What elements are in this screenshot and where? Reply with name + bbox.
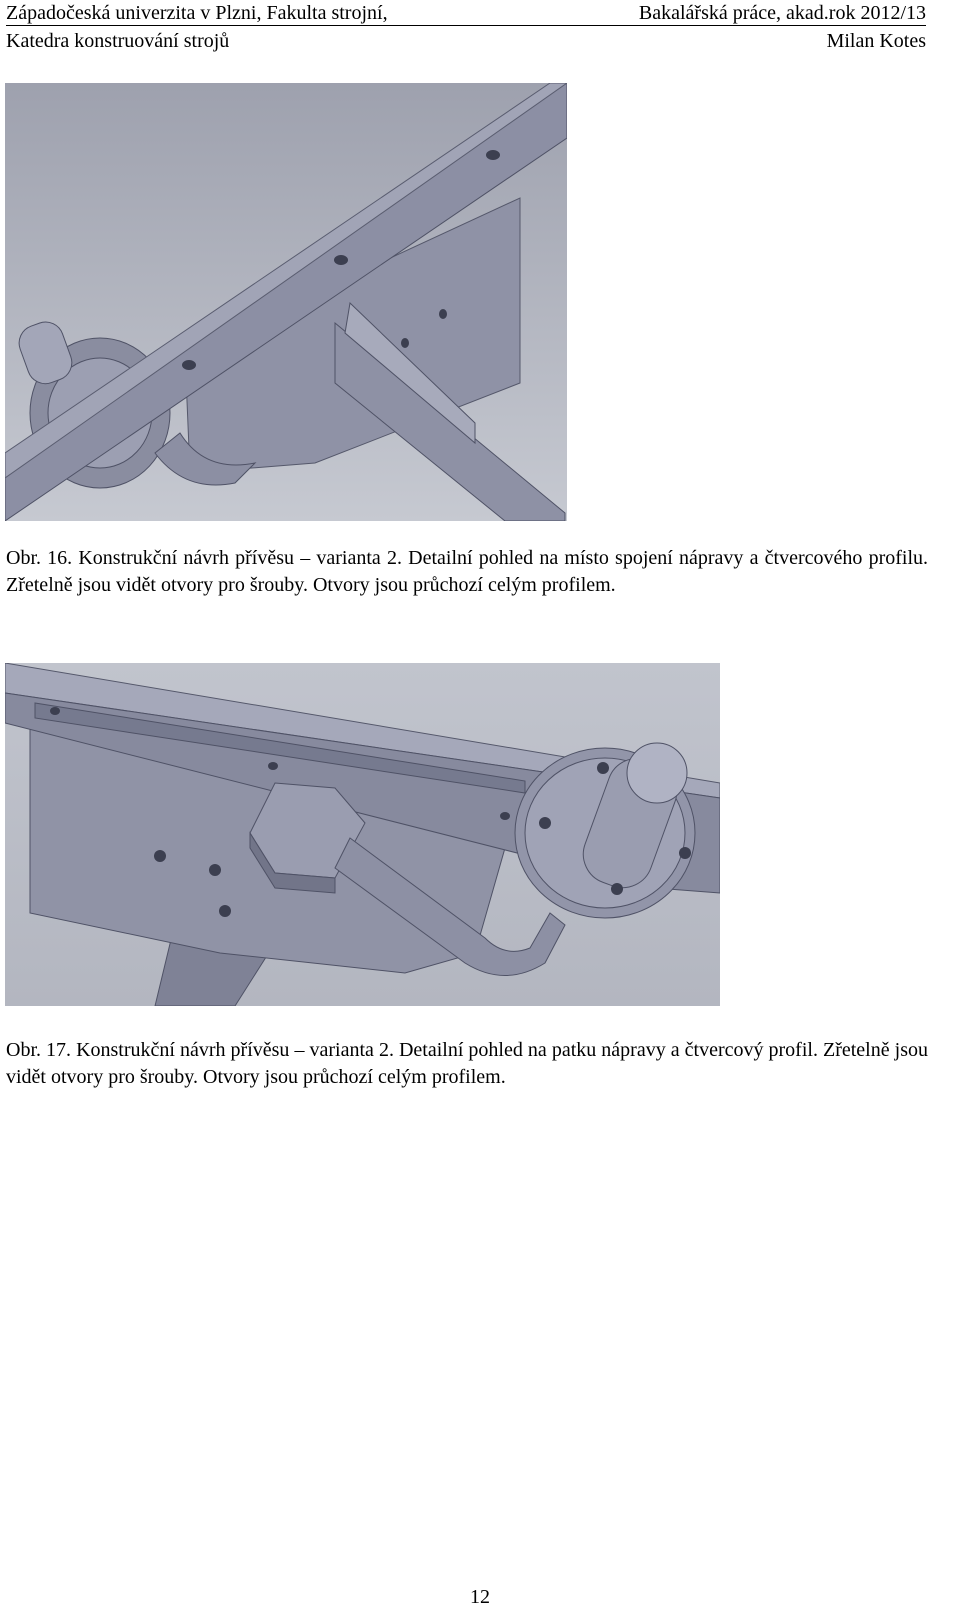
figure-16-image (5, 83, 567, 521)
figure-17-caption: Obr. 17. Konstrukční návrh přívěsu – varianta 2. Detailní pohled na patku nápravy a čtvercový profil. Zřetelně jsou vidět otvory pro šrouby. Otvory jsou průchozí celým profilem. (6, 1039, 928, 1088)
header-rule (6, 25, 926, 26)
figure-16-caption: Obr. 16. Konstrukční návrh přívěsu – varianta 2. Detailní pohled na místo spojení nápravy a čtvercového profilu. Zřetelně jsou vidět otvory pro šrouby. Otvory jsou průchozí celým profilem. (6, 547, 928, 596)
header-thesis: Bakalářská práce, akad.rok 2012/13 (638, 2, 926, 24)
header-department: Katedra konstruování strojů (6, 30, 230, 52)
header-university: Západočeská univerzita v Plzni, Fakulta strojní, (6, 2, 388, 24)
page-number: 12 (470, 1586, 490, 1608)
figure-17-image (5, 663, 720, 1006)
header-author: Milan Kotes (826, 30, 926, 52)
